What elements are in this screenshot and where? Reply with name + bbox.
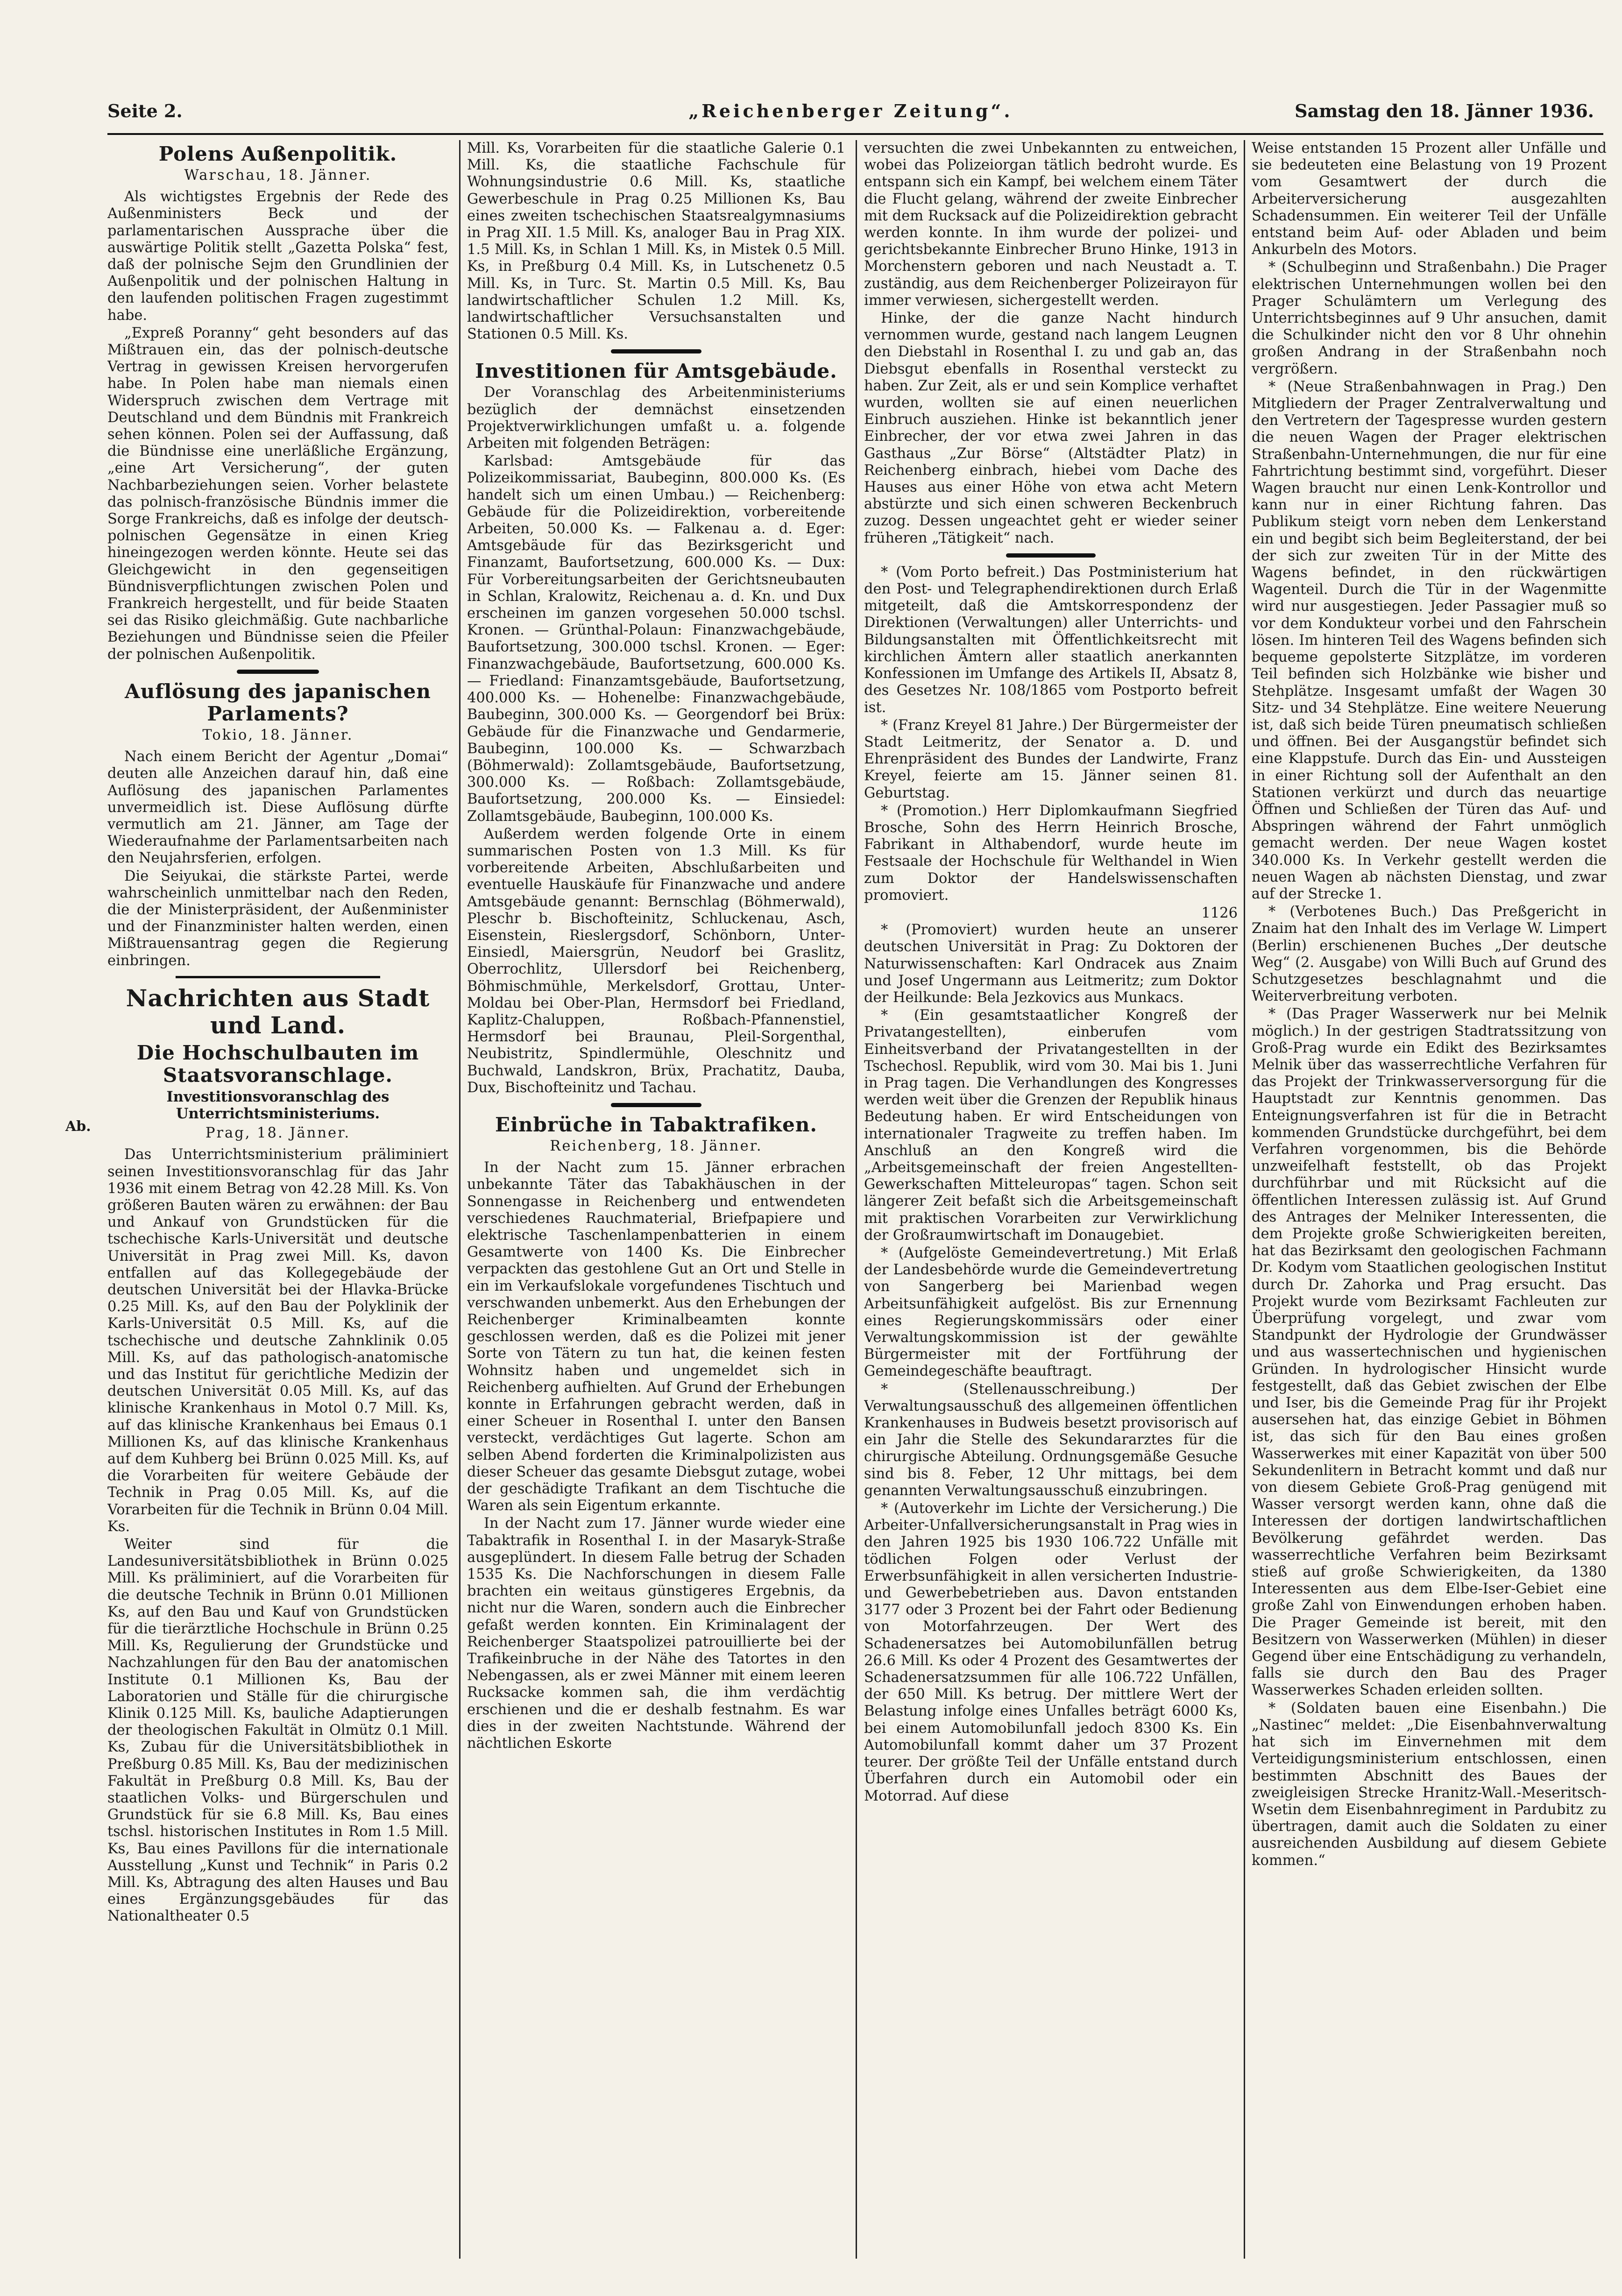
column-rule <box>1244 140 1245 2259</box>
article-subheadline: Investitionsvoranschlag des Unterrichtsministeriums. <box>166 1088 390 1122</box>
article-paragraph: Das Unterrichtsministerium präliminiert seinen Investitionsvoranschlag für das Jahr 1936 mit einem Betrag von 42.28 Mill. Ks. Von größeren Bauten wären zu erwähnen: der Bau und Ankauf von Grundstücken für die tschechische Karls-Universität und deutsche Universität in Prag zwei Mill. Ks, davon entfallen auf das Kollegegebäude der deutschen Universität bei der Hlavka-Brücke 0.25 Mill. Ks, auf den Bau der Polyklinik der Karls-Universität 0.5 Mill. Ks, auf die tschechische und deutsche Zahnklinik 0.05 Mill. Ks, auf das pathologisch-anatomische und das Institut für gerichtliche Medizin der deutschen Universität 0.05 Mill. Ks, auf das klinische Krankenhaus in Motol 0.7 Mill. Ks, auf das klinische Krankenhaus bei Emaus 0.1 Millionen Ks, auf das klinische Krankenhaus auf dem Kuhberg bei Brünn 0.025 Mill. Ks, auf die Vorarbeiten für weitere Gebäude der Technik in Prag 0.05 Mill. Ks, auf die Vorarbeiten für die Technik in Brünn 0.04 Mill. Ks. <box>107 1146 448 1535</box>
article-paragraph: Weiter sind für die Landesuniversitätsbibliothek in Brünn 0.025 Mill. Ks präliminiert, auf die Vorarbeiten für die deutsche Technik in Brünn 0.01 Millionen Ks, auf den Bau und Kauf von Grundstücken für die tierärztliche Hochschule in Brünn 0.25 Mill. Ks, Regulierung der Grundstücke und Nachzahlungen für den Bau der anatomischen Institute 0.1 Millionen Ks, Bau der Laboratorien und Ställe für die chirurgische Klinik 0.125 Mill. Ks, bauliche Adaptierungen der theologischen Fakultät in Olmütz 0.1 Mill. Ks, Zubau für die Universitätsbibliothek in Preßburg 0.85 Mill. Ks, Bau der medizinischen Fakultät in Preßburg 0.8 Mill. Ks, Bau der staatlichen Volks- und Bürgerschulen und Grundstück für sie 6.8 Mill. Ks, Bau eines tschsl. historischen Institutes in Rom 1.5 Mill. Ks, Bau eines Pavillons für die internationale Ausstellung „Kunst und Technik“ in Paris 0.2 Mill. Ks, Abtragung des alten Hauses und Bau eines Ergänzungsgebäudes für das Nationaltheater 0.5 <box>107 1536 448 1925</box>
article-headline: Auflösung des japanischen Parlaments? <box>125 679 431 725</box>
article-paragraph: Karlsbad: Amtsgebäude für das Polizeikommissariat, Baubeginn, 800.000 Ks. (Es handelt sich um einen Umbau.) — Reichenberg: Gebäude für die Polizeidirektion, vorbereitende Arbeiten, 50.000 Ks. — Falkenau a. d. Eger: Amtsgebäude für das Bezirksgericht und Finanzamt, Baufortsetzung, 600.000 Ks. — Dux: Für Vorbereitungsarbeiten der Gerichtsneubauten in Schlan, Kralowitz, Reichenau a. d. Kn. und Dux erscheinen im ganzen vorgesehen 50.000 tschsl. Kronen. — Grünthal-Polaun: Finanzwachgebäude, Baufortsetzung, 300.000 tschsl. Kronen. — Eger: Finanzwachgebäude, Baufortsetzung, 600.000 Ks. — Friedland: Finanzamtsgebäude, Baufortsetzung, 400.000 Ks. — Hohenelbe: Finanzwachgebäude, Baubeginn, 300.000 Ks. — Georgendorf bei Brüx: Gebäude für die Finanzwache und Gendarmerie, Baubeginn, 100.000 Ks. — Schwarzbach (Böhmerwald): Zollamtsgebäude, Baufortsetzung, 300.000 Ks. — Roßbach: Zollamtsgebäude, Baufortsetzung, 200.000 Ks. — Einsiedel: Zollamtsgebäude, Baubeginn, 100.000 Ks. <box>467 453 845 825</box>
article-headline: Die Hochschulbauten im Staatsvoranschlage. <box>136 1041 419 1087</box>
article-paragraph: Die Seiyukai, die stärkste Partei, werde wahrscheinlich unmittelbar nach den Reden, die der Ministerpräsident, der Außenminister und der Finanzminister halten werden, einen Mißtrauensantrag gegen die Regierung einbringen. <box>107 868 448 969</box>
article-headline: Einbrüche in Tabaktrafiken. <box>495 1113 817 1136</box>
news-item: * (Promotion.) Herr Diplomkaufmann Siegfried Brosche, Sohn des Herrn Heinrich Brosche, Fabrikant in Althabendorf, wurde heute im Festsaale der Hochschule für Welthandel in Wien zum Doktor der Handelswissenschaften promoviert. <box>864 802 1238 904</box>
news-item: * (Verbotenes Buch.) Das Preßgericht in Znaim hat den Inhalt des im Verlage W. Limpert (Berlin) erschienenen Buches „Der deutsche Weg“ (2. Ausgabe) von Willi Buch auf Grund des Schutzgesetzes beschlagnahmt und die Weiterverbreitung verboten. <box>1252 904 1607 1005</box>
issue-date: Samstag den 18. Jänner 1936. <box>1295 100 1594 121</box>
article-paragraph: Außerdem werden folgende Orte in einem summarischen Posten von 1.3 Mill. Ks für vorbereitende Arbeiten, Abschlußarbeiten und eventuelle Hauskäufe für Finanzwache und andere Amtsgebäude genannt: Bernschlag (Böhmerwald), Pleschr b. Bischofteinitz, Schluckenau, Asch, Eisenstein, Rieslergsdorf, Schönborn, Unter-Einsiedl, Maiersgrün, Neudorf bei Graslitz, Oberrochlitz, Ullersdorf bei Reichenberg, Böhmischmühle, Merkelsdorf, Grottau, Unter-Moldau bei Ober-Plan, Hermsdorf bei Friedland, Kaplitz-Chaluppen, Roßbach-Pfannenstiel, Hermsdorf bei Braunau, Pleil-Sorgenthal, Neubistritz, Spindlermühle, Oleschnitz und Buchwald, Landskron, Brüx, Prachatitz, Dauba, Dux, Bischofteinitz und Tachau. <box>467 826 845 1096</box>
article-headline: Investitionen für Amtsgebäude. <box>475 360 837 383</box>
dateline: Reichenberg, 18. Jänner. <box>550 1137 763 1154</box>
article-paragraph: Der Voranschlag des Arbeitenministeriums bezüglich der demnächst einsetzenden Projektverwirklichungen umfaßt u. a. folgende Arbeiten mit folgenden Beträgen: <box>467 384 845 452</box>
column-rule <box>459 140 460 2259</box>
article-paragraph: Hinke, der die ganze Nacht hindurch vernommen wurde, gestand nach langem Leugnen den Diebstahl in Rosenthal I. zu und gab an, das Diebsgut ebenfalls in Rosenthal versteckt zu haben. Zur Zeit, als er und sein Komplice verhaftet wurden, wollten sie auf einen neuerlichen Einbruch ausziehen. Hinke ist bekanntlich jener Einbrecher, der vor etwa zwei Jahren in das Gasthaus „Zur Börse“ (Altstädter Platz) in Reichenberg einbrach, hiebei vom Dache des Hauses aus einer Höhe von etwa acht Metern abstürzte und sich einen schweren Beckenbruch zuzog. Dessen ungeachtet geht er wieder seiner früheren „Tätigkeit“ nach. <box>864 310 1238 546</box>
news-item: * (Aufgelöste Gemeindevertretung.) Mit Erlaß der Landesbehörde wurde die Gemeindevertretung von Sangerberg bei Marienbad wegen Arbeitsunfähigkeit aufgelöst. Bis zur Ernennung eines Regierungskommissärs oder einer Verwaltungskommission ist der gewählte Bürgermeister mit der Fortführung der Gemeindegeschäfte beauftragt. <box>864 1245 1238 1380</box>
news-item: * (Das Prager Wasserwerk nur bei Melnik möglich.) In der gestrigen Stadtratssitzung von Groß-Prag wurde ein Edikt des Bezirksamtes Melnik über das wasserrechtliche Verfahren für das Projekt der Trinkwasserversorgung für die Hauptstadt zur Kenntnis genommen. Das Enteignungsverfahren ist für die in Betracht kommenden Grundstücke durchgeführt, bei dem Verfahren vorgenommen, bis die Behörde unzweifelhaft feststellt, ob das Projekt durchführbar und mit Rücksicht auf die öffentlichen Interessen zulässig ist. Auf Grund des Antrages der Melniker Interessenten, die dem Projekte große Schwierigkeiten bereiten, hat das Bezirksamt den geologischen Fachmann Dr. Kodym vom Staatlichen geologischen Institut durch Dr. Zahorka und Prag ersucht. Das Projekt wurde vom Bezirksamt Fachleuten zur Überprüfung vorgelegt, und zwar vom Standpunkt der Hydrologie der Grundwässer und aus wassertechnischen und hygienischen Gründen. In hydrologischer Hinsicht wurde festgestellt, daß das Gebiet zwischen der Elbe und Iser, bis die Gemeinde Prag für ihr Projekt ausersehen hat, das einzige Gebiet in Böhmen ist, das sich für den Bau eines großen Wasserwerkes mit einer Kapazität von über 500 Sekundenlitern in Betracht kommt und daß nur von diesem Gebiete Groß-Prag genügend mit Wasser versorgt werden kann, ohne daß die Interessen der dortigen landwirtschaftlichen Bevölkerung gefährdet werden. Das wasserrechtliche Verfahren beim Bezirksamt stieß auf große Schwierigkeiten, da 1380 Interessenten aus dem Elbe-Iser-Gebiet eine große Zahl von Einwendungen erhoben haben. Die Prager Gemeinde ist bereit, mit den Besitzern von Wasserwerken (Mühlen) in dieser Gegend über eine Entschädigung zu verhandeln, falls sie durch den Bau des Prager Wasserwerkes Schaden erleiden sollten. <box>1252 1006 1607 1699</box>
dateline: Tokio, 18. Jänner. <box>202 727 354 743</box>
article-divider <box>611 349 701 353</box>
article-paragraph: In der Nacht zum 15. Jänner erbrachen unbekannte Täter das Tabakhäuschen in der Sonnengasse in Reichenberg und entwendeten verschiedenes Rauchmaterial, Briefpapiere und elektrische Taschenlampenbatterien in einem Gesamtwerte von 1400 Ks. Die Einbrecher verpackten das gestohlene Gut an Ort und Stelle in ein im Verkaufslokale vorgefundenes Tischtuch und verschwanden unbemerkt. Aus den Erhebungen der Reichenberger Kriminalbeamten konnte geschlossen werden, daß es die Polizei mit jener Sorte von Tätern zu tun hat, die keinen festen Wohnsitz haben und ungemeldet sich in Reichenberg aufhielten. Auf Grund der Erhebungen konnte in Erfahrungen gebracht werden, daß in einer Scheuer in Rosenthal I. unter den Bansen versteckt, verdächtiges Gut lagerte. Schon am selben Abend forderten die Kriminalpolizisten aus dieser Scheuer das gesamte Diebsgut zutage, wobei der geschädigte Trafikant an dem Tischtuche die Waren als sein Eigentum erkannte. <box>467 1159 845 1514</box>
news-item: * (Stellenausschreibung.) Der Verwaltungsausschuß des allgemeinen öffentlichen Krankenhauses in Budweis besetzt provisorisch auf ein Jahr die Stelle des Sekundararztes für die chirurgische Abteilung. Ordnungsgemäße Gesuche sind bis 8. Feber, 12 Uhr mittags, bei dem genannten Verwaltungsausschuß einzubringen. <box>864 1381 1238 1499</box>
article-paragraph: „Expreß Poranny“ geht besonders auf das Mißtrauen ein, das der polnisch-deutsche Vertrag in gewissen Kreisen hervorgerufen habe. In Polen habe man niemals einen Widerspruch zwischen dem Vertrage mit Deutschland und dem Bündnis mit Frankreich sehen können. Polen sei der Auffassung, daß die Bündnisse eine unerläßliche Ergänzung, „eine Art Versicherung“, der guten Nachbarbeziehungen seien. Vorher belastete das polnisch-französische Bündnis immer die Sorge Frankreichs, daß es infolge der deutsch-polnischen Gegensätze in einen Krieg hineingezogen werden könnte. Heute sei das Gleichgewicht in den gegenseitigen Bündnisverpflichtungen zwischen Polen und Frankreich hergestellt, und für beide Staaten sei das Risiko gleichmäßig. Gute nachbarliche Beziehungen und Bündnisse seien die Pfeiler der polnischen Außenpolitik. <box>107 325 448 663</box>
article-divider <box>237 670 319 674</box>
news-item: * (Autoverkehr im Lichte der Versicherung.) Die Arbeiter-Unfallversicherungsanstalt in Prag wies in den Jahren 1925 bis 1930 106.722 Unfälle mit tödlichen Folgen oder Verlust der Erwerbsunfähigkeit in allen versicherten Industrie- und Gewerbebetrieben aus. Davon entstanden 3177 oder 3 Prozent bei der Fahrt oder Bedienung von Motorfahrzeugen. Der Wert des Schadenersatzes bei Automobilunfällen betrug 26.6 Mill. Ks oder 4 Prozent des Gesamtwertes der Schadenersatzsummen für alle 106.722 Unfällen, der 650 Mill. Ks betrug. Der mittlere Wert der Belastung infolge eines Unfalles beträgt 6000 Ks, bei einem Automobilunfall jedoch 8300 Ks. Ein Automobilunfall kommt daher um 37 Prozent teurer. Der größte Teil der Unfälle entstand durch Überfahren durch ein Automobil oder ein Motorrad. Auf diese <box>864 1500 1238 1804</box>
news-item: * (Franz Kreyel 81 Jahre.) Der Bürgermeister der Stadt Leitmeritz, der Senator a. D. und Ehrenpräsident des Bundes der Landwirte, Franz Kreyel, feierte am 15. Jänner seinen 81. Geburtstag. <box>864 717 1238 801</box>
page-number: Seite 2. <box>107 100 183 121</box>
article-paragraph: Mill. Ks, Vorarbeiten für die staatliche Galerie 0.1 Mill. Ks, die staatliche Fachschule für Wohnungsindustrie 0.6 Mill. Ks, staatliche Gewerbeschule in Prag 0.25 Millionen Ks, Bau eines zweiten tschechischen Staatsrealgymnasiums in Prag XII. 1.5 Mill. Ks, analoger Bau in Prag XIX. 1.5 Mill. Ks, in Schlan 1 Mill. Ks, in Mistek 0.5 Mill. Ks, in Preßburg 0.4 Mill. Ks, in Lutschenetz 0.5 Mill. Ks, in Turc. St. Martin 0.5 Mill. Ks, Bau landwirtschaftlicher Schulen 1.2 Mill. Ks, landwirtschaftlicher Versuchsanstalten und Stationen 0.5 Mill. Ks. <box>467 140 845 343</box>
page-header <box>107 100 1594 128</box>
article-divider <box>1006 553 1096 558</box>
news-item: * (Soldaten bauen eine Eisenbahn.) Die „Nastinec“ meldet: „Die Eisenbahnverwaltung hat sich im Einvernehmen mit dem Verteidigungsministerium entschlossen, einen bestimmten Abschnitt des Baues der zweigleisigen Strecke Hranitz-Wall.-Meseritsch-Wsetin dem Eisenbahnregiment in Pardubitz zu übertragen, damit auch die Soldaten zu einer ausreichenden Ausbildung auf diesem Gebiete kommen.“ <box>1252 1700 1607 1869</box>
article-paragraph: Nach einem Bericht der Agentur „Domai“ deuten alle Anzeichen darauf hin, daß eine Auflösung des japanischen Parlamentes unvermeidlich ist. Diese Auflösung dürfte vermutlich am 21. Jänner, am Tage der Wiederaufnahme der Parlamentsarbeiten nach den Neujahrsferien, erfolgen. <box>107 749 448 867</box>
header-rule <box>107 133 1603 135</box>
news-item: * (Schulbeginn und Straßenbahn.) Die Prager elektrischen Unternehmungen wollen bei den Prager Schulämtern um Verlegung des Unterrichtsbeginnes auf 9 Uhr ansuchen, damit die Schulkinder nicht den vor 8 Uhr ohnehin großen Andrang in der Straßenbahn noch vergrößern. <box>1252 259 1607 377</box>
article-paragraph: Als wichtigstes Ergebnis der Rede des Außenministers Beck und der parlamentarischen Aussprache über die auswärtige Politik stellt „Gazetta Polska“ fest, daß der polnische Sejm den Grundlinien der Außenpolitik und der polnischen Haltung in den laufenden politischen Fragen zugestimmt habe. <box>107 189 448 324</box>
margin-mark: Ab. <box>65 1118 91 1135</box>
article-paragraph: Weise entstanden 15 Prozent aller Unfälle und sie bedeuteten eine Belastung von 19 Prozent vom Gesamtwert der durch die Arbeiterversicherung ausgezahlten Schadensummen. Ein weiterer Teil der Unfälle entstand beim Auf- oder Abladen und beim Ankurbeln des Motors. <box>1252 140 1607 258</box>
item-number: 1126 <box>1201 904 1238 921</box>
news-item: * (Vom Porto befreit.) Das Postministerium hat den Post- und Telegraphendirektionen durch Erlaß mitgeteilt, daß die Amtskorrespondenz der Direktionen (Verwaltungen) aller Unterrichts- und Bildungsanstalten mit Öffentlichkeitsrecht mit kirchlichen Ämtern aller staatlich anerkannten Konfessionen im Umfange des Artikels II, Absatz 8, des Gesetzes Nr. 108/1865 vom Postporto befreit ist. <box>864 564 1238 716</box>
section-heading: Nachrichten aus Stadt und Land. <box>126 984 430 1039</box>
column-2 <box>467 140 845 2268</box>
section-divider <box>176 976 380 978</box>
news-item: * (Ein gesamtstaatlicher Kongreß der Privatangestellten), einberufen vom Einheitsverband der Privatangestellten in der Tschechosl. Republik, wird vom 30. Mai bis 1. Juni in Prag tagen. Die Verhandlungen des Kongresses werden weit über die Grenzen der Republik hinaus Bedeutung haben. Er wird Entscheidungen von internationaler Tragweite zu treffen haben. Im Anschluß an den Kongreß wird die „Arbeitsgemeinschaft der freien Angestellten-Gewerkschaften Mitteleuropas“ tagen. Schon seit längerer Zeit befaßt sich die Arbeitsgemeinschaft mit praktischen Vorarbeiten zur Verwirklichung der Großraumwirtschaft im Donaugebiet. <box>864 1007 1238 1243</box>
column-1 <box>107 140 448 2268</box>
article-headline: Polens Außenpolitik. <box>158 142 397 165</box>
column-3 <box>864 140 1238 2268</box>
article-paragraph: versuchten die zwei Unbekannten zu entweichen, wobei das Polizeiorgan tätlich bedroht wurde. Es entspann sich ein Kampf, bei welchem einem Täter die Flucht gelang, während der zweite Einbrecher mit dem Rucksack auf die Polizeidirektion gebracht werden konnte. In ihm wurde der polizei- und gerichtsbekannte Einbrecher Bruno Hinke, 1913 in Morchenstern geboren und nach Neustadt a. T. zuständig, aus dem Reichenberger Polizeirayon für immer verwiesen, sichergestellt werden. <box>864 140 1238 309</box>
article-paragraph: In der Nacht zum 17. Jänner wurde wieder eine Tabaktrafik in Rosenthal I. in der Masaryk-Straße ausgeplündert. In diesem Falle betrug der Schaden 1535 Ks. Die Nachforschungen in diesem Falle brachten ein weitaus günstigeres Ergebnis, da nicht nur die Waren, sondern auch die Einbrecher gefaßt werden konnten. Ein Kriminalagent der Reichenberger Staatspolizei patrouillierte bei der Trafikeinbruche in der Nähe des Tatortes in den Nebengassen, als er zwei Männer mit einem leeren Rucksacke kommen sah, die ihm verdächtig erschienen und die er deshalb festnahm. Es war dies in der zweiten Nachtstunde. Während der nächtlichen Eskorte <box>467 1515 845 1752</box>
news-item: * (Promoviert) wurden heute an unserer deutschen Universität in Prag: Zu Doktoren der Naturwissenschaften: Karl Ondracek aus Znaim und Josef Ungermann aus Leitmeritz; zum Doktor der Heilkunde: Bela Jezkovics aus Munkacs. <box>864 922 1238 1006</box>
article-divider <box>611 1103 701 1107</box>
dateline: Warschau, 18. Jänner. <box>184 167 372 184</box>
column-4 <box>1252 140 1607 2268</box>
column-rule <box>856 140 857 2259</box>
dateline: Prag, 18. Jänner. <box>205 1125 351 1142</box>
news-item: * (Neue Straßenbahnwagen in Prag.) Den Mitgliedern der Prager Zentralverwaltung und den Vertretern der Tagespresse wurden gestern die neuen Wagen der Prager elektrischen Straßenbahn-Unternehmungen, die nur für eine Fahrtrichtung bestimmt sind, vorgeführt. Dieser Wagen braucht nur einen Lenk-Kontrollor und kann nur in einer Richtung fahren. Das Publikum steigt vorn neben dem Lenkerstand ein und begibt sich beim Begleiterstand, der bei der sich zur zweiten Tür in der Mitte des Wagens befindet, in den rückwärtigen Wagenteil. Durch die Tür in der Wagenmitte wird nur ausgestiegen. Jeder Passagier muß so vor dem Kondukteur vorbei und den Fahrschein lösen. Im hinteren Teil des Wagens befinden sich bequeme gepolsterte Sitzplätze, im vorderen Teil befinden sich Holzbänke wie bisher und Stehplätze. Insgesamt umfaßt der Wagen 30 Sitz- und 34 Stehplätze. Eine weitere Neuerung ist, daß sich beide Türen pneumatisch schließen und öffnen. Bei der Ausgangstür befindet sich eine Klappstufe. Durch das Ein- und Aussteigen in einer Richtung soll der Aufenthalt an den Stationen verkürzt und durch das neuartige Öffnen und Schließen der Türen das Auf- und Abspringen während der Fahrt unmöglich gemacht werden. Der neue Wagen kostet 340.000 Ks. In Verkehr gestellt werden die neuen Wagen ab nächsten Dienstag, und zwar auf der Strecke 1. <box>1252 378 1607 902</box>
newspaper-title: „Reichenberger Zeitung“. <box>688 100 1013 121</box>
